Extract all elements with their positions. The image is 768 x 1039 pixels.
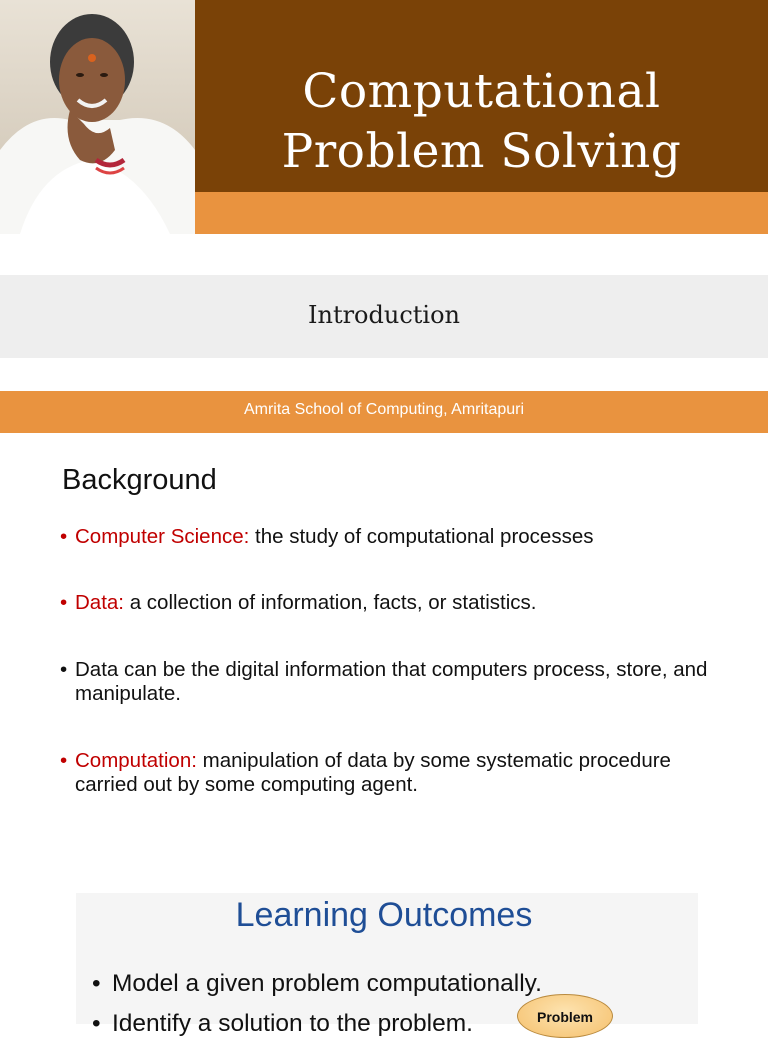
bullet-dot: • [92,970,101,997]
bullet-dot: • [60,749,68,772]
outcome-item [92,969,542,999]
bullet-computation [60,749,720,797]
outcome-text: Model a given problem computationally. [112,970,542,997]
institution-footer: Amrita School of Computing, Amritapuri [243,401,525,418]
background-heading: Background [62,464,217,496]
bullet-text: manipulation of data by some systematic procedure carried out by some computing agent. [75,749,671,796]
slide-subtitle: Introduction [308,301,460,329]
bullet-text: the study of computational processes [249,525,594,548]
bullet-data-digital [60,658,720,706]
bullet-data [60,591,720,615]
title-accent-band [195,192,768,234]
bullet-text: Data can be the digital information that computers process, store, and manipulate. [75,658,708,705]
bullet-text: a collection of information, facts, or statistics. [124,591,537,614]
bullet-dot: • [60,658,68,681]
slide-title [195,62,768,182]
title-line-2: Problem Solving [281,124,682,179]
bullet-dot: • [92,1010,101,1037]
outcome-item [92,1009,473,1039]
portrait-photo-icon [0,0,195,234]
bullet-dot: • [60,525,68,548]
title-slide [0,0,768,433]
learning-outcomes-heading: Learning Outcomes [235,896,533,934]
outcome-text: Identify a solution to the problem. [112,1010,473,1037]
bullet-computer-science [60,525,720,549]
bullet-dot: • [60,591,68,614]
bullet-term: Data: [75,591,124,614]
problem-diagram-node: Problem [517,994,613,1038]
bullet-term: Computation: [75,749,197,772]
background-slide [0,433,768,873]
bullet-term: Computer Science: [75,525,250,548]
title-line-1: Computational [302,64,661,119]
portrait-illustration [0,0,195,234]
